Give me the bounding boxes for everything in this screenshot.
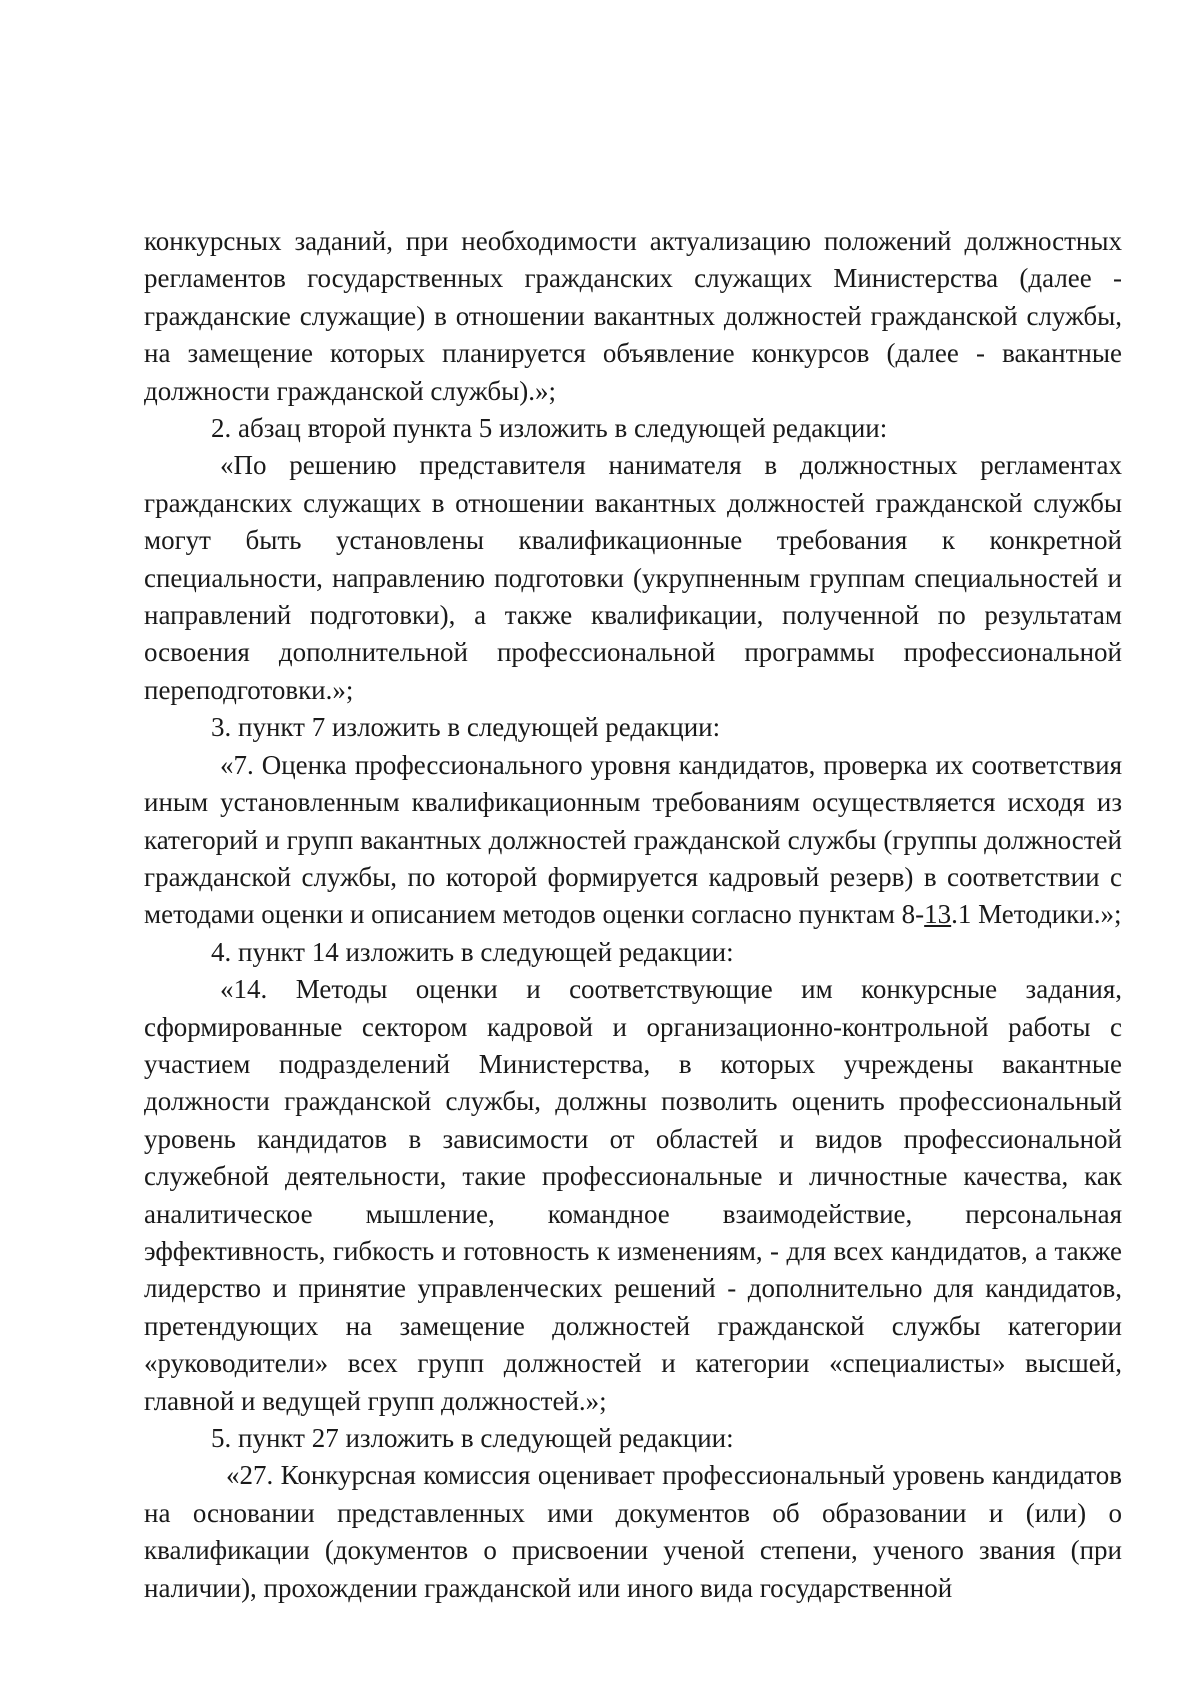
list-item-3: 3. пункт 7 изложить в следующей редакции: [211, 712, 721, 743]
list-item-5: 5. пункт 27 изложить в следующей редакции: [211, 1423, 734, 1453]
point-7-text-after: .1 Методики.»; [951, 899, 1122, 930]
paragraph-continuation: конкурсных заданий, при необходимости актуализацию положений должностных регламентов государственных гражданских служащих Министерства (далее - гражданские служащие) в отношении вакантных должностей гражданской службы, на замещение которых планируется объявление конкурсов (далее - вакантные должности гражданской службы).»; [144, 226, 1122, 406]
list-item-2: 2. абзац второй пункта 5 изложить в следующей редакции: [211, 413, 888, 444]
paragraph-quote-point-14: «14. Методы оценки и соответствующие им конкурсные задания, сформированные сектором кадровой и организационно-контрольной работы с участием подразделений Министерства, в которых учреждены вакантные должности гражданской службы, должны позволить оценить профессиональный уровень кандидатов в зависимости от областей и видов профессиональной служебной деятельности, такие профессиональные и личностные качества, как аналитическое мышление, командное взаимодействие, персональная эффективность, гибкость и готовность к изменениям, - для всех кандидатов, а также лидерство и принятие управленческих решений - дополнительно для кандидатов, претендующих на замещение должностей гражданской службы категории «руководители» всех групп должностей и категории «специалисты» высшей, главной и ведущей групп должностей.»; [144, 974, 1122, 1416]
paragraph-quote-point-7 [144, 747, 1122, 934]
paragraph-quote-point-5: «По решению представителя нанимателя в должностных регламентах гражданских служащих в отношении вакантных должностей гражданской службы могут быть установлены квалификационные требования к конкретной специальности, направлению подготовки (укрупненным группам специальностей и направлений подготовки), а также квалификации, полученной по результатам освоения дополнительной профессиональной программы профессиональной переподготовки.»; [144, 450, 1122, 705]
document-body [144, 223, 1122, 1607]
paragraph-quote-point-27: «27. Конкурсная комиссия оценивает профессиональный уровень кандидатов на основании представленных ими документов об образовании и (или) о квалификации (документов о присвоении ученой степени, ученого звания (при наличии), прохождении гражданской или иного вида государственной [144, 1460, 1122, 1603]
list-item-4: 4. пункт 14 изложить в следующей редакции: [211, 936, 734, 967]
point-13-reference-link[interactable]: 13 [924, 899, 952, 930]
point-7-text-before: «7. Оценка профессионального уровня кандидатов, проверка их соответствия иным установленным квалификационным требованиям осуществляется исходя из категорий и групп вакантных должностей гражданской службы (группы должностей гражданской службы, по которой формируется кадровый резерв) в соответствии с методами оценки и описанием методов оценки согласно пунктам 8- [144, 749, 1122, 930]
